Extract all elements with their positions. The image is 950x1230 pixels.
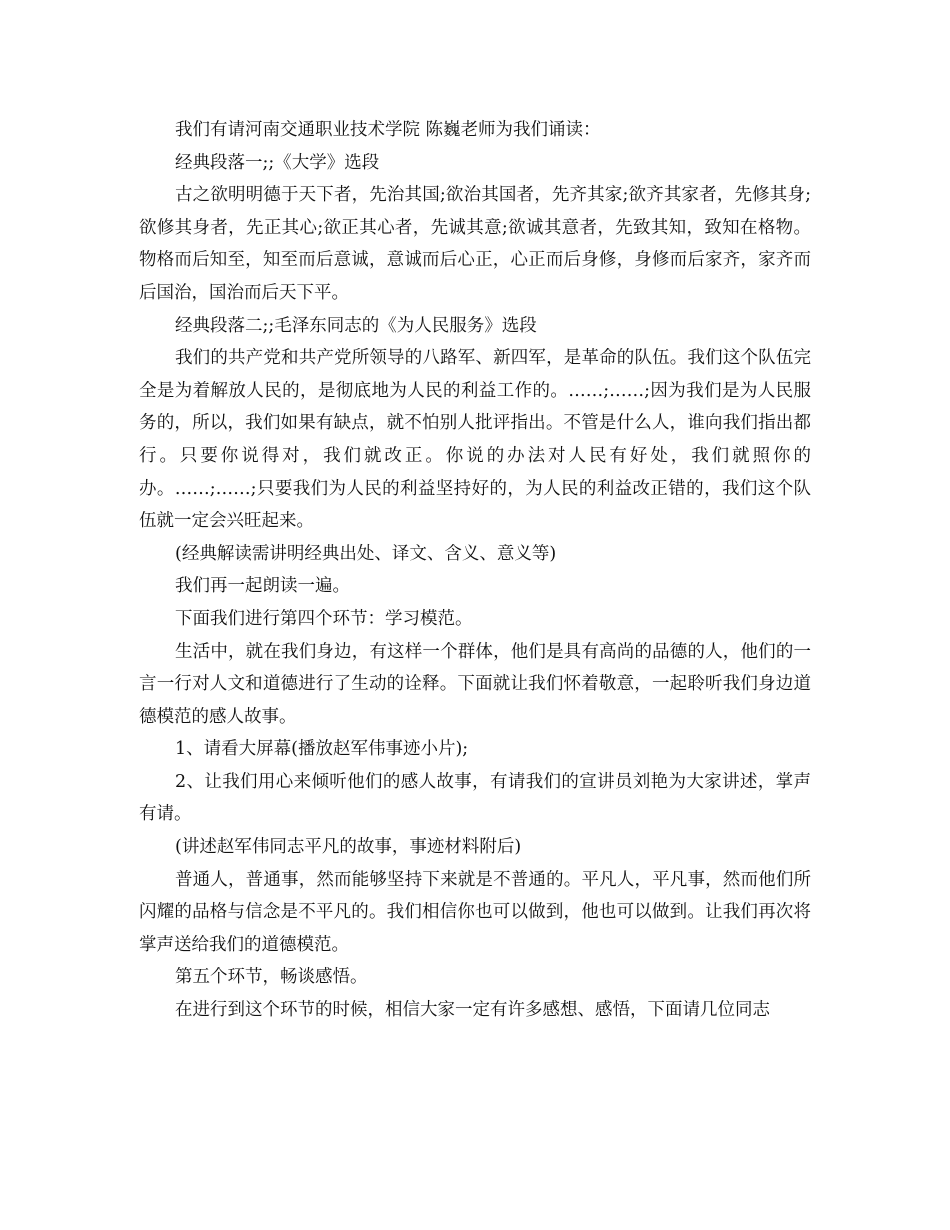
paragraph-interpretation-note: (经典解读需讲明经典出处、译文、含义、意义等) <box>175 543 557 564</box>
paragraph-section-four: 下面我们进行第四个环节：学习模范。 <box>175 608 473 629</box>
paragraph-story-note: (讲述赵军伟同志平凡的故事，事迹材料附后) <box>175 837 522 858</box>
paragraph-classic-two-heading: 经典段落二;;毛泽东同志的《为人民服务》选段 <box>175 315 537 336</box>
paragraph-item-one: 1、请看大屏幕(播放赵军伟事迹小片); <box>175 739 469 760</box>
paragraph-item-two: 2、让我们用心来倾听他们的感人故事，有请我们的宣讲员刘艳为大家讲述，掌声有请。 <box>139 771 811 825</box>
document-body <box>139 114 811 1027</box>
paragraph-serve-people-excerpt: 我们的共产党和共产党所领导的八路军、新四军，是革命的队伍。我们这个队伍完全是为着解放人民的，是彻底地为人民的利益工作的。……;……;因为我们是为人民服务的，所以，我们如果有缺点，就不怕别人批评指出。不管是什么人，谁向我们指出都行。只要你说得对，我们就改正。你说的办法对人民有好处，我们就照你的办。……;……;只要我们为人民的利益坚持好的，为人民的利益改正错的，我们这个队伍就一定会兴旺起来。 <box>139 348 811 532</box>
paragraph-daxue-excerpt: 古之欲明明德于天下者，先治其国;欲治其国者，先齐其家;欲齐其家者，先修其身;欲修其身者，先正其心;欲正其心者，先诚其意;欲诚其意者，先致其知，致知在格物。物格而后知至，知至而后意诚，意诚而后心正，心正而后身修，身修而后家齐，家齐而后国治，国治而后天下平。 <box>139 185 811 303</box>
paragraph-invite-reader: 我们有请河南交通职业技术学院 陈巍老师为我们诵读： <box>175 120 601 140</box>
paragraph-section-five: 第五个环节，畅谈感悟。 <box>175 967 368 988</box>
paragraph-ordinary-people: 普通人，普通事，然而能够坚持下来就是不普通的。平凡人，平凡事，然而他们所闪耀的品格与信念是不平凡的。我们相信你也可以做到，他也可以做到。让我们再次将掌声送给我们的道德模范。 <box>139 869 811 955</box>
paragraph-role-models-intro: 生活中，就在我们身边，有这样一个群体，他们是具有高尚的品德的人，他们的一言一行对人文和道德进行了生动的诠释。下面就让我们怀着敬意，一起聆听我们身边道德模范的感人故事。 <box>139 641 811 727</box>
paragraph-classic-one-heading: 经典段落一;;《大学》选段 <box>175 152 380 173</box>
paragraph-read-again: 我们再一起朗读一遍。 <box>175 576 350 597</box>
paragraph-reflections: 在进行到这个环节的时候，相信大家一定有许多感想、感悟，下面请几位同志 <box>175 1000 770 1021</box>
